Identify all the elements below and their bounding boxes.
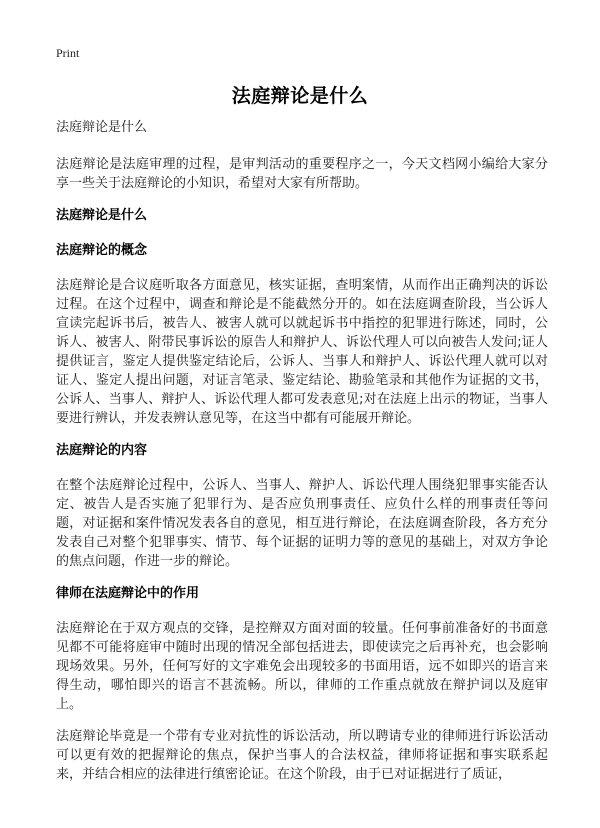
concept-paragraph: 法庭辩论是合议庭听取各方面意见，核实证据，查明案情，从而作出正确判决的诉讼过程。在这个过程中，调查和辩论是不能截然分开的。如在法庭调查阶段，当公诉人宣读完起诉书后，被告人、被害人就可以就起诉书中指控的犯罪进行陈述，同时，公诉人、被害人、附带民事诉讼的原告人和辩护人、诉讼代理人可以向被告人发问;证人提供证言，鉴定人提供鉴定结论后，公诉人、当事人和辩护人、诉讼代理人就可以对证人、鉴定人提出问题，对证言笔录、鉴定结论、勘验笔录和其他作为证据的文书，公诉人、当事人、辩护人、诉讼代理人都可发表意见;对在法庭上出示的物证，当事人要进行辨认，并发表辨认意见等，在这当中都有可能展开辩论。 <box>56 278 548 426</box>
lawyer-role-paragraph-1: 法庭辩论在于双方观点的交锋，是控辩双方面对面的较量。任何事前准备好的书面意见都不可能将庭审中随时出现的情况全部包括进去，即使读完之后再补充，也会影响现场效果。另外，任何写好的文字难免会出现较多的书面用语，远不如即兴的语言来得生动，哪怕即兴的语言不甚流畅。所以，律师的工作重点就放在辩护词以及庭审上。 <box>56 621 548 712</box>
print-label: Print <box>56 46 80 60</box>
document-title: 法庭辩论是什么 <box>231 85 369 107</box>
section-heading-what: 法庭辩论是什么 <box>56 208 148 223</box>
intro-paragraph: 法庭辩论是法庭审理的过程，是审判活动的重要程序之一，今天文档网小编给大家分享一些关于法庭辩论的小知识，希望对大家有所帮助。 <box>56 157 548 191</box>
content-paragraph: 在整个法庭辩论过程中，公诉人、当事人、辩护人、诉讼代理人围绕犯罪事实能否认定、被告人是否实施了犯罪行为、是否应负刑事责任、应负什么样的刑事责任等问题，对证据和案件情况发表各自的意见，相互进行辩论，在法庭调查阶段，各方充分发表自己对整个犯罪事实、情节、每个证据的证明力等的意见的基础上，对双方争论的焦点问题，作进一步的辩论。 <box>56 478 548 569</box>
lawyer-role-paragraph-2: 法庭辩论毕竟是一个带有专业对抗性的诉讼活动，所以聘请专业的律师进行诉讼活动可以更有效的把握辩论的焦点，保护当事人的合法权益，律师将证据和事实联系起来，并结合相应的法律进行缜密论证。在这个阶段，由于已对证据进行了质证， <box>56 729 548 782</box>
section-heading-content: 法庭辩论的内容 <box>56 443 148 458</box>
document-body <box>56 118 548 797</box>
section-heading-concept: 法庭辩论的概念 <box>56 243 148 258</box>
section-heading-lawyer-role: 律师在法庭辩论中的作用 <box>56 586 200 601</box>
intro-heading: 法庭辩论是什么 <box>56 120 148 135</box>
